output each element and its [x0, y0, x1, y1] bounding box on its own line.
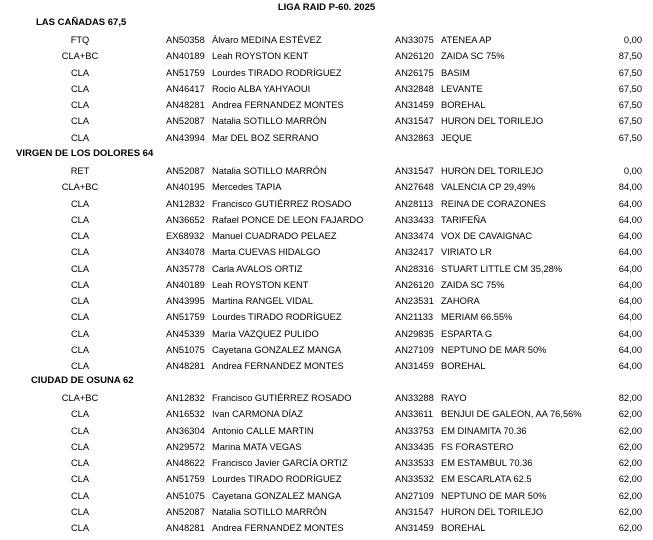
result-row	[0, 245, 653, 261]
rider-license-cell: AN51759	[166, 474, 205, 485]
points-cell: 62,00	[618, 409, 642, 420]
points-cell: 64,00	[618, 263, 642, 274]
rider-license-cell: AN29572	[166, 441, 205, 452]
points-cell: 0,00	[623, 166, 642, 176]
horse-license-cell: AN33474	[395, 231, 434, 241]
result-row	[0, 407, 653, 423]
result-row	[0, 456, 653, 472]
result-row	[0, 294, 653, 310]
category-cell: CLA	[70, 263, 90, 274]
rider-name-cell: Lourdes TIRADO RODRÍGUEZ	[212, 312, 342, 323]
result-row	[0, 472, 653, 488]
rider-license-cell: AN40189	[166, 279, 205, 290]
rider-name-cell: Francisco Javier GARCÍA ORTIZ	[212, 458, 348, 468]
result-row	[0, 489, 653, 505]
points-cell: 64,00	[618, 247, 642, 258]
rider-name-cell: Antonio CALLE MARTIN	[212, 425, 314, 436]
rider-name-cell: Natalia SOTILLO MARRÓN	[212, 116, 327, 127]
points-cell: 64,00	[618, 198, 642, 209]
points-cell: 67,50	[618, 116, 642, 127]
rider-license-cell: AN52087	[166, 166, 205, 176]
horse-license-cell: AN33288	[395, 393, 434, 403]
rider-name-cell: Francisco GUTIÉRREZ ROSADO	[212, 198, 352, 209]
rider-name-cell: Leah ROYSTON KENT	[212, 51, 309, 62]
result-row	[0, 131, 653, 147]
category-cell: CLA	[70, 425, 90, 436]
section-header	[0, 16, 653, 32]
points-cell: 62,00	[618, 490, 642, 501]
result-row	[0, 391, 653, 407]
rider-name-cell: María VAZQUEZ PULIDO	[212, 328, 319, 339]
horse-license-cell: AN33532	[395, 474, 434, 485]
rider-license-cell: AN48281	[166, 100, 205, 110]
rider-license-cell: AN43995	[166, 296, 205, 306]
horse-name-cell: BOREHAL	[441, 523, 486, 533]
rider-license-cell: AN51075	[166, 490, 205, 501]
rider-license-cell: AN51759	[166, 312, 205, 323]
points-cell: 62,00	[618, 474, 642, 485]
points-cell: 64,00	[618, 296, 642, 306]
results-list	[0, 164, 653, 375]
category-cell: CLA	[70, 490, 90, 501]
rider-license-cell: AN52087	[166, 506, 205, 517]
category-cell: RET	[70, 166, 90, 176]
horse-license-cell: AN26120	[395, 51, 434, 62]
points-cell: 67,50	[618, 100, 642, 110]
points-cell: 62,00	[618, 506, 642, 517]
rider-license-cell: EX68932	[166, 231, 205, 241]
horse-name-cell: HURON DEL TORILEJO	[441, 166, 544, 176]
rider-license-cell: AN46417	[166, 83, 205, 94]
points-cell: 64,00	[618, 279, 642, 290]
result-row	[0, 229, 653, 245]
result-row	[0, 359, 653, 375]
result-row	[0, 327, 653, 343]
points-cell: 67,50	[618, 83, 642, 94]
category-cell: CLA	[70, 83, 90, 94]
horse-name-cell: HURON DEL TORILEJO	[441, 116, 544, 127]
rider-name-cell: Natalia SOTILLO MARRÓN	[212, 506, 327, 517]
section-header	[0, 374, 653, 390]
horse-name-cell: ESPARTA G	[441, 328, 493, 339]
category-cell: CLA+BC	[61, 393, 99, 403]
category-cell: CLA	[70, 198, 90, 209]
rider-license-cell: AN50358	[166, 35, 205, 45]
points-cell: 64,00	[618, 214, 642, 225]
points-cell: 82,00	[618, 393, 642, 403]
result-row	[0, 343, 653, 359]
points-cell: 62,00	[618, 425, 642, 436]
horse-name-cell: FS FORASTERO	[441, 441, 514, 452]
rider-name-cell: Rafael PONCE DE LEON FAJARDO	[212, 214, 364, 225]
horse-license-cell: AN33075	[395, 35, 434, 45]
results-list	[0, 33, 653, 147]
rider-license-cell: AN40189	[166, 51, 205, 62]
rider-license-cell: AN36652	[166, 214, 205, 225]
horse-license-cell: AN27109	[395, 344, 434, 355]
category-cell: CLA	[70, 441, 90, 452]
result-row	[0, 114, 653, 130]
rider-name-cell: Mercedes TAPIA	[212, 182, 282, 193]
rider-name-cell: Álvaro MEDINA ESTÉVEZ	[212, 35, 322, 45]
points-cell: 62,00	[618, 441, 642, 452]
horse-name-cell: EM ESTAMBUL 70.36	[441, 458, 533, 468]
category-cell: CLA	[70, 474, 90, 485]
horse-name-cell: EM ESCARLATA 62.5	[441, 474, 532, 485]
horse-name-cell: RAYO	[441, 393, 467, 403]
page-title: LIGA RAID P-60. 2025	[277, 2, 376, 13]
category-cell: CLA	[70, 247, 90, 258]
points-cell: 64,00	[618, 312, 642, 323]
result-row	[0, 98, 653, 114]
horse-name-cell: ZAHORA	[441, 296, 480, 306]
horse-name-cell: BOREHAL	[441, 361, 486, 371]
category-cell: CLA	[70, 312, 90, 323]
rider-license-cell: AN51759	[166, 67, 205, 78]
horse-name-cell: BOREHAL	[441, 100, 486, 110]
horse-name-cell: VIRIATO LR	[441, 247, 492, 258]
horse-name-cell: JEQUE	[441, 132, 472, 143]
result-row	[0, 262, 653, 278]
horse-license-cell: AN28113	[395, 198, 434, 209]
horse-name-cell: VOX DE CAVAIGNAC	[441, 231, 533, 241]
rider-name-cell: Lourdes TIRADO RODRÍGUEZ	[212, 474, 342, 485]
horse-name-cell: VALENCIA CP 29,49%	[441, 182, 536, 193]
category-cell: CLA	[70, 458, 90, 468]
result-row	[0, 424, 653, 440]
category-cell: CLA	[70, 523, 90, 533]
points-cell: 64,00	[618, 361, 642, 371]
horse-license-cell: AN31459	[395, 361, 434, 371]
horse-name-cell: STUART LITTLE CM 35,28%	[441, 263, 563, 274]
rider-license-cell: AN36304	[166, 425, 205, 436]
category-cell: CLA	[70, 67, 90, 78]
rider-name-cell: Mar DEL BOZ SERRANO	[212, 132, 319, 143]
rider-license-cell: AN48281	[166, 361, 205, 371]
rider-name-cell: Martina RANGEL VIDAL	[212, 296, 313, 306]
result-row	[0, 164, 653, 180]
section-title: CIUDAD DE OSUNA 62	[31, 375, 134, 386]
rider-license-cell: AN12832	[166, 198, 205, 209]
rider-license-cell: AN16532	[166, 409, 205, 420]
horse-license-cell: AN33433	[395, 214, 434, 225]
rider-name-cell: Andrea FERNANDEZ MONTES	[212, 523, 344, 533]
rider-license-cell: AN45339	[166, 328, 205, 339]
section-title: LAS CAÑADAS 67,5	[36, 17, 127, 28]
horse-name-cell: NEPTUNO DE MAR 50%	[441, 344, 547, 355]
category-cell: CLA	[70, 296, 90, 306]
rider-name-cell: Manuel CUADRADO PELAEZ	[212, 231, 337, 241]
horse-license-cell: AN33435	[395, 441, 434, 452]
horse-name-cell: BENJUI DE GALEON, AA 76,56%	[441, 409, 582, 420]
rider-name-cell: Ivan CARMONA DÍAZ	[212, 409, 303, 420]
rider-name-cell: Cayetana GONZALEZ MANGA	[212, 490, 342, 501]
horse-license-cell: AN31547	[395, 506, 434, 517]
horse-license-cell: AN32417	[395, 247, 434, 258]
points-cell: 64,00	[618, 344, 642, 355]
horse-license-cell: AN32863	[395, 132, 434, 143]
rider-license-cell: AN48622	[166, 458, 205, 468]
rider-name-cell: Carla AVALOS ORTIZ	[212, 263, 303, 274]
points-cell: 84,00	[618, 182, 642, 193]
horse-name-cell: MERIAM 66.55%	[441, 312, 513, 323]
horse-license-cell: AN31547	[395, 166, 434, 176]
horse-name-cell: BASIM	[441, 67, 470, 78]
rider-name-cell: Francisco GUTIÉRREZ ROSADO	[212, 393, 352, 403]
category-cell: CLA+BC	[61, 182, 99, 193]
rider-license-cell: AN48281	[166, 523, 205, 533]
category-cell: CLA	[70, 214, 90, 225]
category-cell: CLA	[70, 279, 90, 290]
rider-license-cell: AN43994	[166, 132, 205, 143]
horse-name-cell: EM DINAMITA 70.36	[441, 425, 527, 436]
points-cell: 64,00	[618, 231, 642, 241]
category-cell: CLA	[70, 361, 90, 371]
horse-license-cell: AN33533	[395, 458, 434, 468]
rider-name-cell: Cayetana GONZALEZ MANGA	[212, 344, 342, 355]
horse-name-cell: ZAIDA SC 75%	[441, 279, 505, 290]
horse-license-cell: AN32848	[395, 83, 434, 94]
result-row	[0, 440, 653, 456]
rider-license-cell: AN12832	[166, 393, 205, 403]
section-title: VIRGEN DE LOS DOLORES 64	[16, 148, 154, 159]
horse-name-cell: NEPTUNO DE MAR 50%	[441, 490, 547, 501]
horse-license-cell: AN33753	[395, 425, 434, 436]
rider-license-cell: AN51075	[166, 344, 205, 355]
horse-license-cell: AN27648	[395, 182, 434, 193]
rider-license-cell: AN40195	[166, 182, 205, 193]
horse-name-cell: TARIFEÑA	[441, 214, 487, 225]
section-header	[0, 147, 653, 163]
points-cell: 0,00	[623, 35, 642, 45]
horse-license-cell: AN27109	[395, 490, 434, 501]
result-row	[0, 197, 653, 213]
result-row	[0, 310, 653, 326]
horse-license-cell: AN21133	[395, 312, 434, 323]
category-cell: CLA	[70, 409, 90, 420]
rider-name-cell: Lourdes TIRADO RODRÍGUEZ	[212, 67, 342, 78]
horse-license-cell: AN23531	[395, 296, 434, 306]
rider-name-cell: Andrea FERNANDEZ MONTES	[212, 100, 344, 110]
rider-name-cell: Natalia SOTILLO MARRÓN	[212, 166, 327, 176]
rider-name-cell: Andrea FERNANDEZ MONTES	[212, 361, 344, 371]
category-cell: CLA	[70, 132, 90, 143]
horse-license-cell: AN26120	[395, 279, 434, 290]
category-cell: CLA	[70, 100, 90, 110]
rider-license-cell: AN35778	[166, 263, 205, 274]
horse-license-cell: AN28316	[395, 263, 434, 274]
horse-name-cell: LEVANTE	[441, 83, 483, 94]
category-cell: CLA	[70, 344, 90, 355]
horse-license-cell: AN31547	[395, 116, 434, 127]
points-cell: 62,00	[618, 523, 642, 533]
result-row	[0, 82, 653, 98]
rider-name-cell: Marina MATA VEGAS	[212, 441, 302, 452]
category-cell: CLA+BC	[61, 51, 99, 62]
horse-license-cell: AN26175	[395, 67, 434, 78]
horse-license-cell: AN31459	[395, 523, 434, 533]
horse-name-cell: HURON DEL TORILEJO	[441, 506, 544, 517]
category-cell: CLA	[70, 328, 90, 339]
points-cell: 87,50	[618, 51, 642, 62]
points-cell: 67,50	[618, 132, 642, 143]
horse-license-cell: AN33611	[395, 409, 434, 420]
points-cell: 62,00	[618, 458, 642, 468]
rider-license-cell: AN34078	[166, 247, 205, 258]
horse-license-cell: AN31459	[395, 100, 434, 110]
category-cell: CLA	[70, 116, 90, 127]
rider-name-cell: Leah ROYSTON KENT	[212, 279, 309, 290]
rider-name-cell: Rocio ALBA YAHYAOUI	[212, 83, 311, 94]
horse-name-cell: ZAIDA SC 75%	[441, 51, 505, 62]
result-row	[0, 180, 653, 196]
result-row	[0, 278, 653, 294]
result-row	[0, 521, 653, 537]
points-cell: 67,50	[618, 67, 642, 78]
results-list	[0, 391, 653, 537]
category-cell: CLA	[70, 506, 90, 517]
result-row	[0, 505, 653, 521]
horse-name-cell: ATENEA AP	[441, 35, 492, 45]
category-cell: FTQ	[70, 35, 90, 45]
horse-name-cell: REINA DE CORAZONES	[441, 198, 546, 209]
rider-license-cell: AN52087	[166, 116, 205, 127]
result-row	[0, 49, 653, 65]
result-row	[0, 66, 653, 82]
category-cell: CLA	[70, 231, 90, 241]
horse-license-cell: AN29835	[395, 328, 434, 339]
rider-name-cell: Marta CUEVAS HIDALGO	[212, 247, 321, 258]
result-row	[0, 213, 653, 229]
points-cell: 64,00	[618, 328, 642, 339]
result-row	[0, 33, 653, 49]
